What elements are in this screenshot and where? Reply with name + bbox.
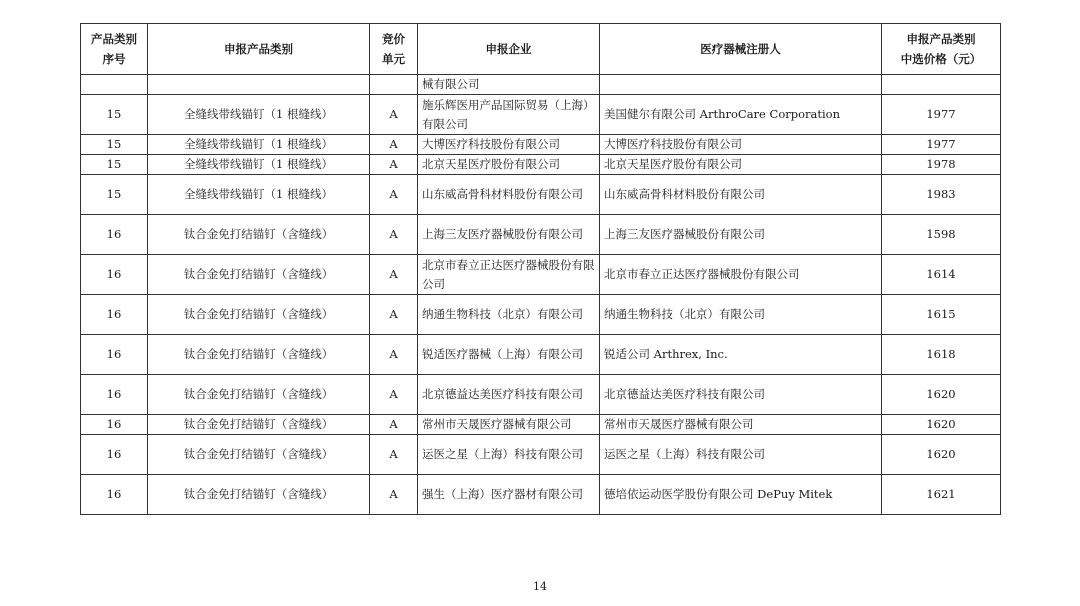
cell-registrant: 北京德益达美医疗科技有限公司 <box>600 375 882 415</box>
header-row <box>81 24 1001 75</box>
cell-company: 北京德益达美医疗科技有限公司 <box>418 375 600 415</box>
cell-unit: A <box>370 175 418 215</box>
cell-price: 1620 <box>882 375 1001 415</box>
table-row <box>81 135 1001 155</box>
header-company: 申报企业 <box>418 24 600 75</box>
table-row <box>81 475 1001 515</box>
cell-registrant: 德培依运动医学股份有限公司 DePuy Mitek <box>600 475 882 515</box>
header-price: 申报产品类别 中选价格（元） <box>882 24 1001 75</box>
cell-registrant: 大博医疗科技股份有限公司 <box>600 135 882 155</box>
cell-code: 15 <box>81 135 148 155</box>
cell-registrant: 运医之星（上海）科技有限公司 <box>600 435 882 475</box>
cell-unit: A <box>370 215 418 255</box>
cell-category: 全缝线带线锚钉（1 根缝线） <box>148 95 370 135</box>
cell-category: 钛合金免打结锚钉（含缝线） <box>148 475 370 515</box>
cell-unit: A <box>370 435 418 475</box>
cell-category: 钛合金免打结锚钉（含缝线） <box>148 255 370 295</box>
cell-company: 上海三友医疗器械股份有限公司 <box>418 215 600 255</box>
table-row <box>81 215 1001 255</box>
cell-company: 强生（上海）医疗器材有限公司 <box>418 475 600 515</box>
cell-code: 15 <box>81 175 148 215</box>
cell-category: 钛合金免打结锚钉（含缝线） <box>148 435 370 475</box>
cell-price: 1620 <box>882 435 1001 475</box>
cell-registrant: 锐适公司 Arthrex, Inc. <box>600 335 882 375</box>
cell-category: 钛合金免打结锚钉（含缝线） <box>148 375 370 415</box>
cell-price: 1615 <box>882 295 1001 335</box>
cell-company: 常州市天晟医疗器械有限公司 <box>418 415 600 435</box>
cell-code <box>81 75 148 95</box>
cell-code: 15 <box>81 95 148 135</box>
cell-registrant <box>600 75 882 95</box>
cell-category: 全缝线带线锚钉（1 根缝线） <box>148 155 370 175</box>
table-row <box>81 155 1001 175</box>
cell-category: 钛合金免打结锚钉（含缝线） <box>148 215 370 255</box>
table-row <box>81 435 1001 475</box>
cell-code: 16 <box>81 475 148 515</box>
header-code: 产品类别 序号 <box>81 24 148 75</box>
cell-code: 16 <box>81 255 148 295</box>
cell-code: 16 <box>81 375 148 415</box>
cell-category: 全缝线带线锚钉（1 根缝线） <box>148 135 370 155</box>
cell-company: 北京天星医疗股份有限公司 <box>418 155 600 175</box>
cell-unit: A <box>370 415 418 435</box>
cell-unit: A <box>370 375 418 415</box>
cell-registrant: 山东威高骨科材料股份有限公司 <box>600 175 882 215</box>
cell-price: 1620 <box>882 415 1001 435</box>
cell-category <box>148 75 370 95</box>
page-number: 14 <box>533 580 547 593</box>
table-row <box>81 415 1001 435</box>
cell-price: 1977 <box>882 95 1001 135</box>
cell-unit: A <box>370 335 418 375</box>
cell-unit <box>370 75 418 95</box>
table-row <box>81 175 1001 215</box>
cell-code: 16 <box>81 295 148 335</box>
header-category: 申报产品类别 <box>148 24 370 75</box>
cell-company: 锐适医疗器械（上海）有限公司 <box>418 335 600 375</box>
cell-company: 山东威高骨科材料股份有限公司 <box>418 175 600 215</box>
cell-unit: A <box>370 295 418 335</box>
cell-category: 全缝线带线锚钉（1 根缝线） <box>148 175 370 215</box>
cell-price: 1977 <box>882 135 1001 155</box>
cell-unit: A <box>370 135 418 155</box>
cell-registrant: 北京市春立正达医疗器械股份有限公司 <box>600 255 882 295</box>
cell-company: 纳通生物科技（北京）有限公司 <box>418 295 600 335</box>
cell-company: 运医之星（上海）科技有限公司 <box>418 435 600 475</box>
table-row <box>81 255 1001 295</box>
cell-company: 械有限公司 <box>418 75 600 95</box>
cell-code: 16 <box>81 335 148 375</box>
cell-code: 16 <box>81 435 148 475</box>
cell-price: 1621 <box>882 475 1001 515</box>
cell-price <box>882 75 1001 95</box>
header-registrant: 医疗器械注册人 <box>600 24 882 75</box>
cell-registrant: 纳通生物科技（北京）有限公司 <box>600 295 882 335</box>
table-row <box>81 75 1001 95</box>
cell-unit: A <box>370 155 418 175</box>
cell-code: 16 <box>81 415 148 435</box>
cell-price: 1983 <box>882 175 1001 215</box>
cell-registrant: 常州市天晟医疗器械有限公司 <box>600 415 882 435</box>
cell-unit: A <box>370 475 418 515</box>
cell-unit: A <box>370 95 418 135</box>
header-unit: 竞价 单元 <box>370 24 418 75</box>
table-row <box>81 375 1001 415</box>
cell-category: 钛合金免打结锚钉（含缝线） <box>148 415 370 435</box>
cell-unit: A <box>370 255 418 295</box>
cell-registrant: 上海三友医疗器械股份有限公司 <box>600 215 882 255</box>
cell-company: 大博医疗科技股份有限公司 <box>418 135 600 155</box>
cell-company: 北京市春立正达医疗器械股份有限公司 <box>418 255 600 295</box>
cell-company: 施乐辉医用产品国际贸易（上海）有限公司 <box>418 95 600 135</box>
table-row <box>81 335 1001 375</box>
price-table <box>80 23 1001 515</box>
table-row <box>81 95 1001 135</box>
cell-category: 钛合金免打结锚钉（含缝线） <box>148 335 370 375</box>
cell-category: 钛合金免打结锚钉（含缝线） <box>148 295 370 335</box>
table-row <box>81 295 1001 335</box>
cell-price: 1614 <box>882 255 1001 295</box>
cell-price: 1978 <box>882 155 1001 175</box>
cell-code: 15 <box>81 155 148 175</box>
cell-price: 1598 <box>882 215 1001 255</box>
cell-registrant: 美国健尔有限公司 ArthroCare Corporation <box>600 95 882 135</box>
cell-code: 16 <box>81 215 148 255</box>
cell-price: 1618 <box>882 335 1001 375</box>
cell-registrant: 北京天星医疗股份有限公司 <box>600 155 882 175</box>
